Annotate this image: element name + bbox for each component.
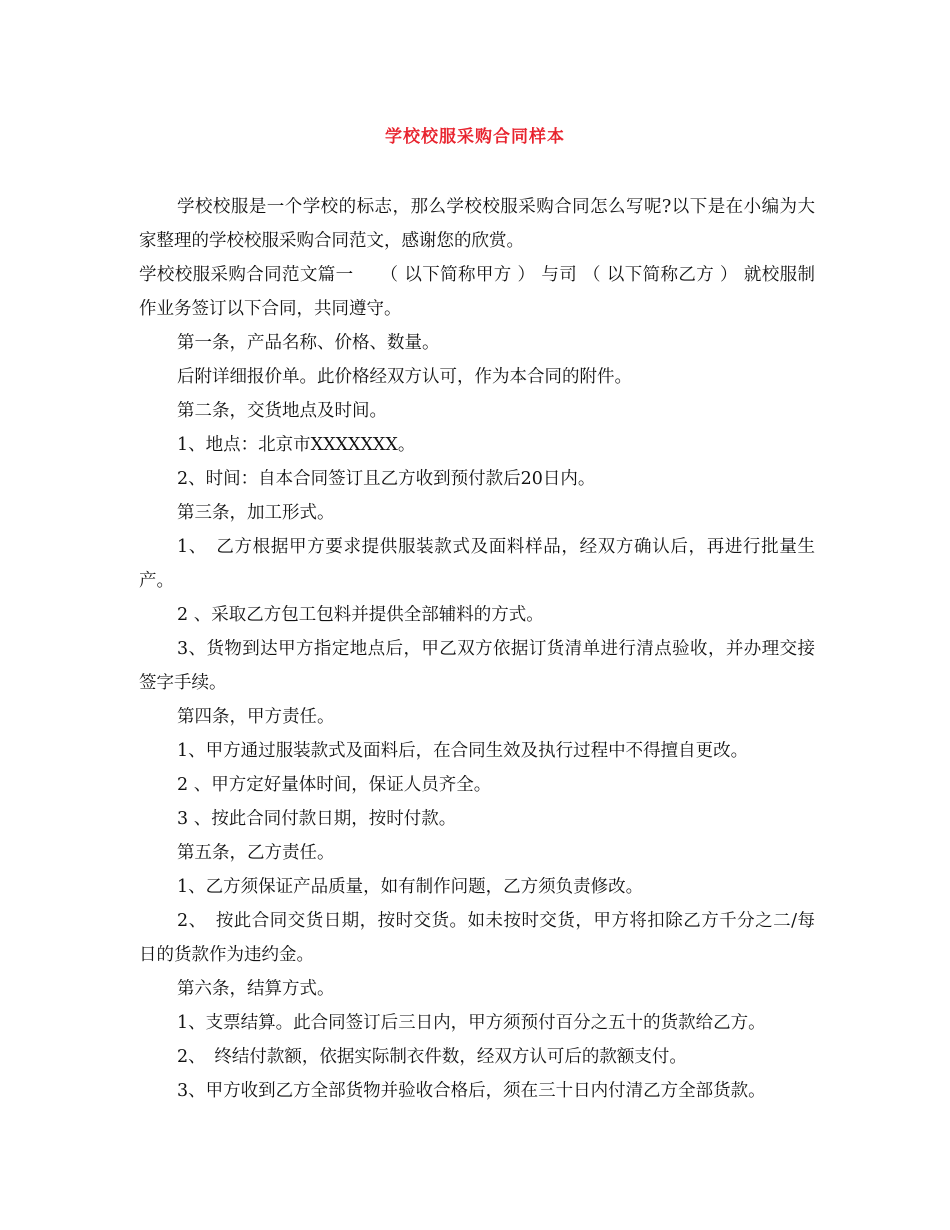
- article-1-heading: 第一条，产品名称、价格、数量。: [177, 333, 440, 353]
- article-5-item-1: 1、乙方须保证产品质量，如有制作问题，乙方须负责修改。: [177, 877, 644, 897]
- document-body: [139, 190, 815, 1108]
- article-4-heading: 第四条，甲方责任。: [177, 707, 335, 727]
- article-2-heading: 第二条，交货地点及时间。: [177, 401, 387, 421]
- article-6-item-2: 2、 终结付款额，依据实际制衣件数，经双方认可后的款额支付。: [177, 1047, 687, 1067]
- article-3-item-2: 2 、采取乙方包工包料并提供全部辅料的方式。: [177, 605, 544, 625]
- article-4-item-1: 1、甲方通过服装款式及面料后，在合同生效及执行过程中不得擅自更改。: [177, 741, 749, 761]
- article-2-item-1: 1、地点：北京市XXXXXXX。: [177, 435, 416, 455]
- article-3-heading: 第三条，加工形式。: [177, 503, 335, 523]
- contract-preamble: 学校校服采购合同范文篇一 （ 以下简称甲方 ） 与司 （ 以下简称乙方 ） 就校服制作业务签订以下合同，共同遵守。: [139, 265, 815, 319]
- document-title: 学校校服采购合同样本: [385, 127, 565, 147]
- article-6-item-3: 3、甲方收到乙方全部货物并验收合格后，须在三十日内付清乙方全部货款。: [177, 1081, 766, 1101]
- article-2-item-2: 2、时间：自本合同签订且乙方收到预付款后20日内。: [177, 469, 596, 489]
- article-4-item-3: 3 、按此合同付款日期，按时付款。: [177, 809, 457, 829]
- article-5-item-2: 2、 按此合同交货日期，按时交货。如未按时交货，甲方将扣除乙方千分之二/每日的货款作为违约金。: [139, 911, 815, 965]
- article-3-item-1: 1、 乙方根据甲方要求提供服装款式及面料样品，经双方确认后，再进行批量生产。: [139, 537, 815, 591]
- article-3-item-3: 3、货物到达甲方指定地点后，甲乙双方依据订货清单进行清点验收，并办理交接签字手续。: [139, 639, 815, 693]
- article-4-item-2: 2 、甲方定好量体时间，保证人员齐全。: [177, 775, 492, 795]
- article-6-item-1: 1、支票结算。此合同签订后三日内，甲方须预付百分之五十的货款给乙方。: [177, 1013, 766, 1033]
- article-5-heading: 第五条，乙方责任。: [177, 843, 335, 863]
- article-1-text: 后附详细报价单。此价格经双方认可，作为本合同的附件。: [177, 367, 632, 387]
- intro-paragraph: 学校校服是一个学校的标志，那么学校校服采购合同怎么写呢?以下是在小编为大家整理的学校校服采购合同范文，感谢您的欣赏。: [139, 197, 815, 251]
- article-6-heading: 第六条，结算方式。: [177, 979, 335, 999]
